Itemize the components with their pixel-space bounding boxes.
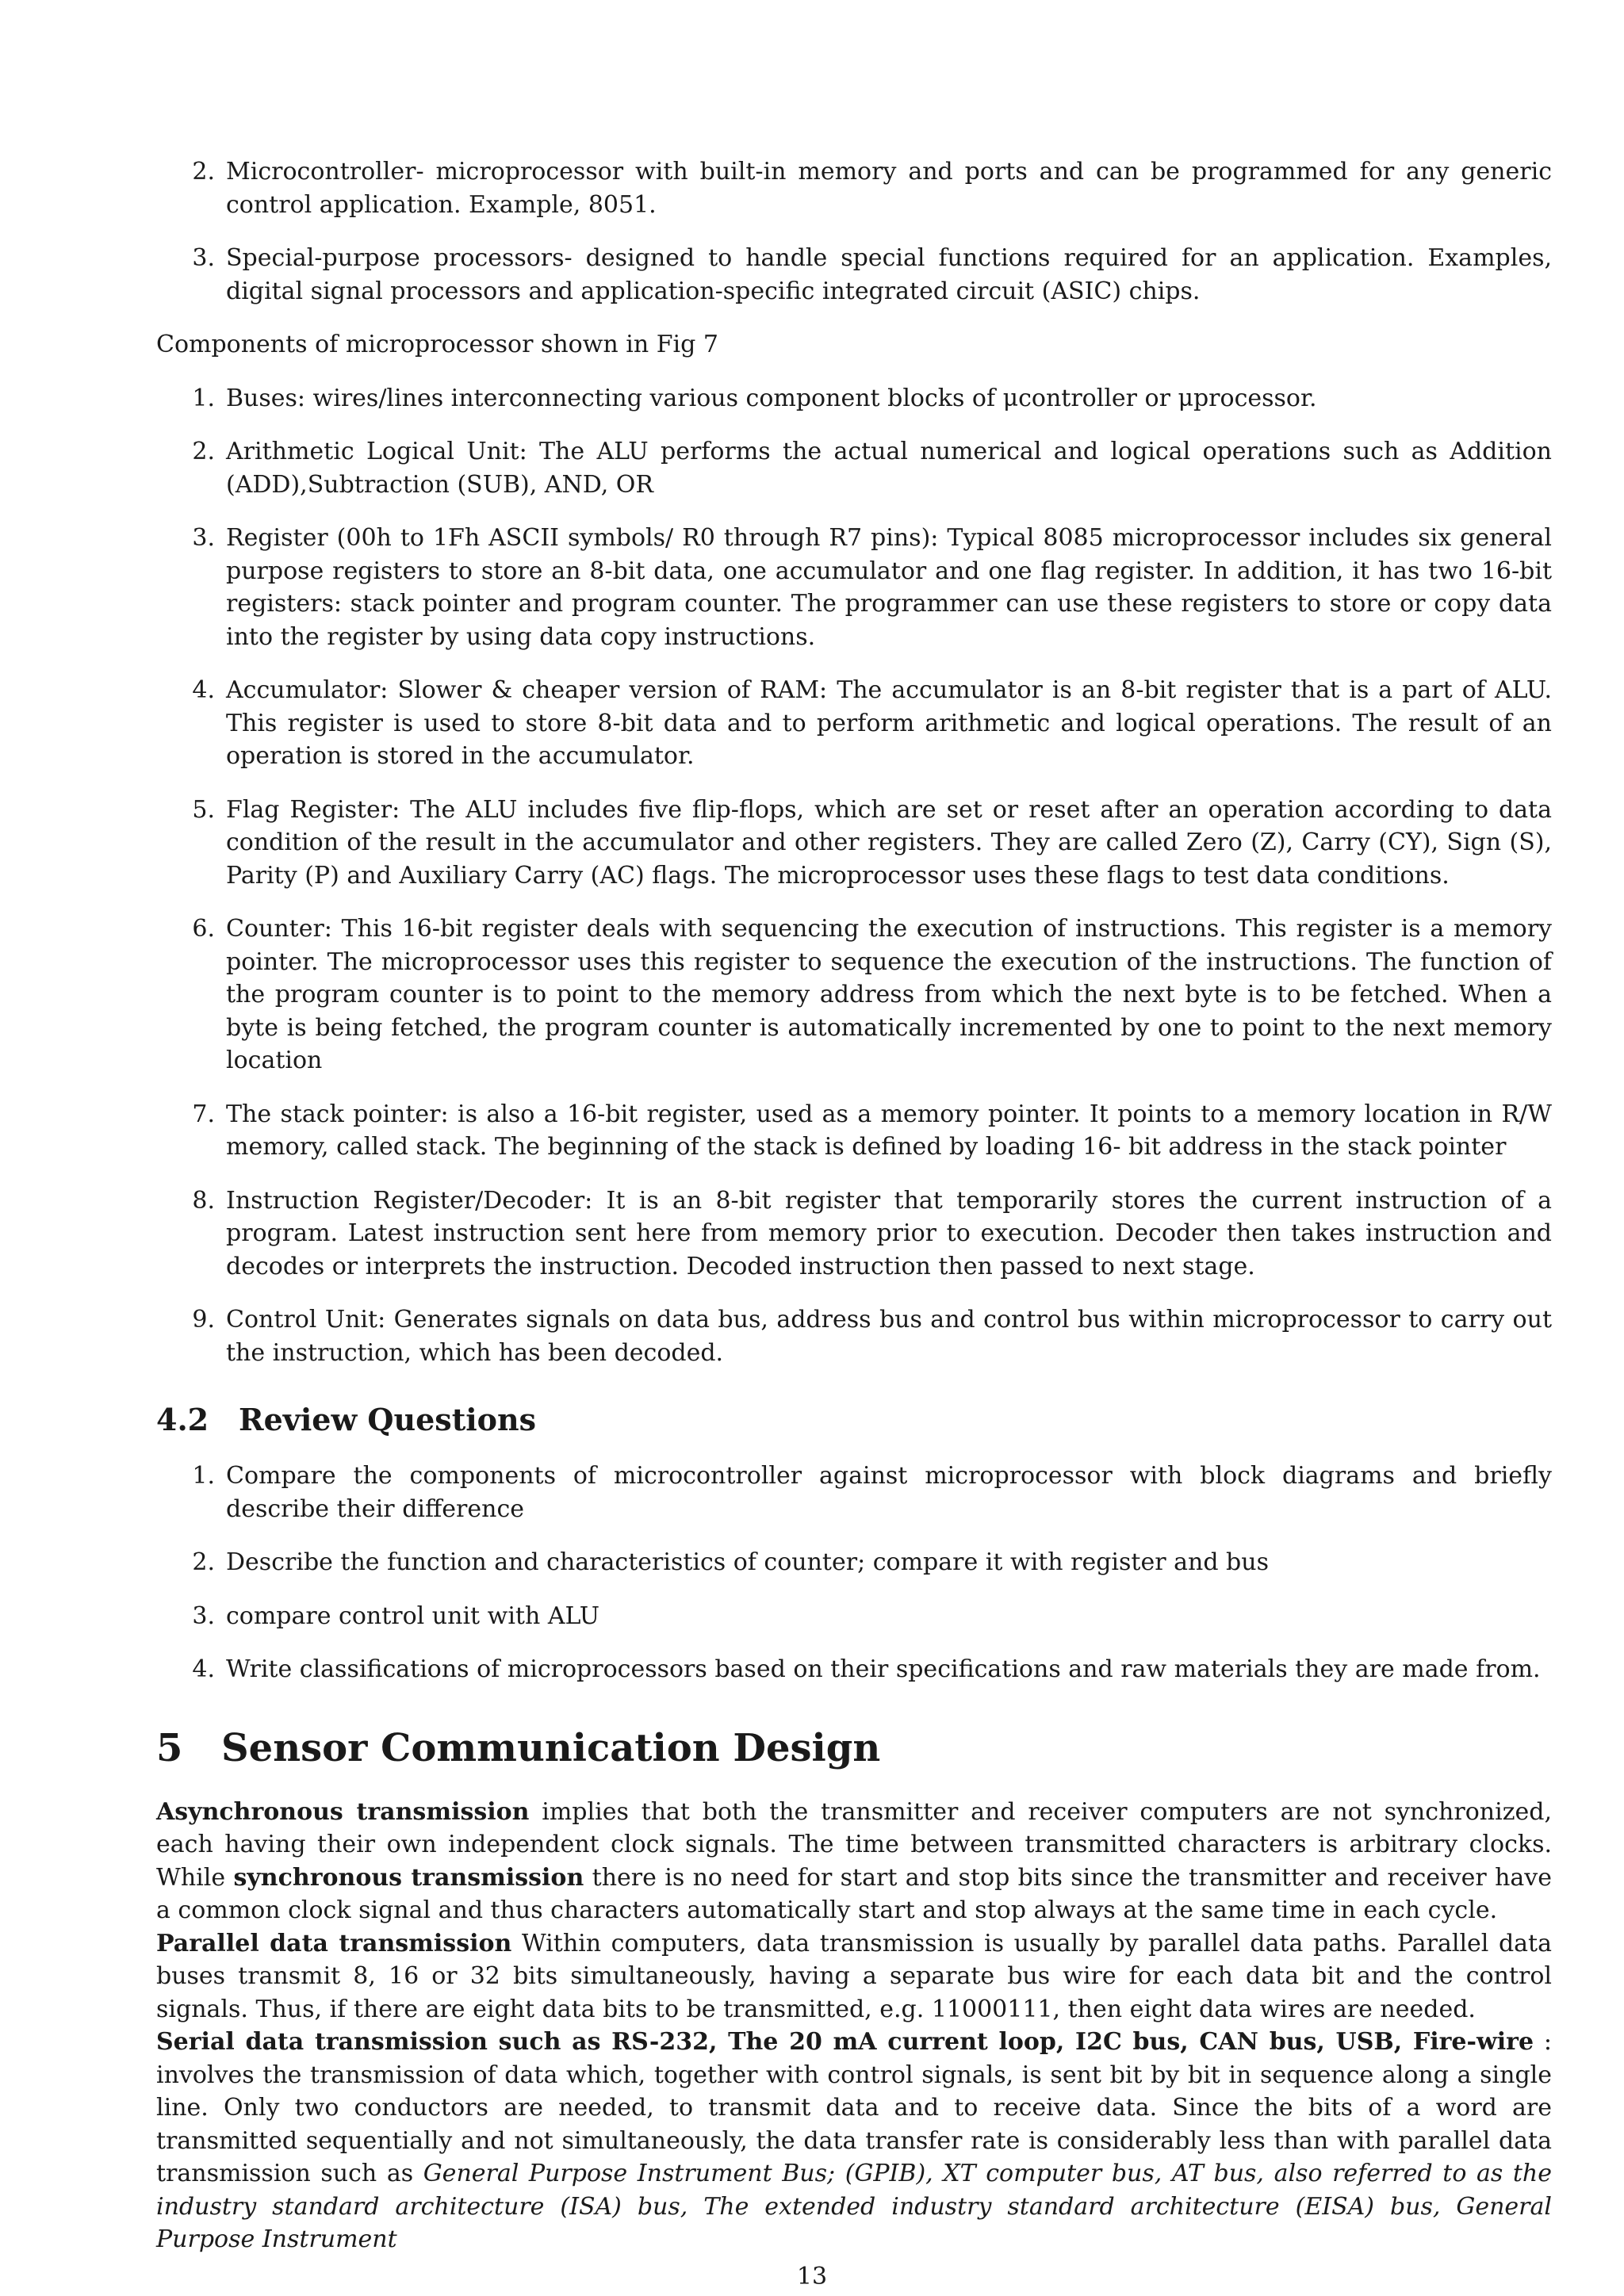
paragraph-text: there is no need for start and stop bits since the transmitter and receiver have a common clock signal and thus characters automatically start and stop always at the same time in each cycle. [156,1863,1552,1924]
list-text: Buses: wires/lines interconnecting various component blocks of μcontroller or μprocessor. [226,384,1317,412]
components-list [156,382,1552,1370]
list-number: 3. [192,1601,215,1630]
list-item [156,382,1552,415]
subsection-title: Review Questions [239,1402,537,1437]
list-number: 1. [192,384,215,412]
list-text: Describe the function and characteristics of counter; compare it with register and bus [226,1548,1269,1576]
list-number: 3. [192,244,215,272]
paragraph-text: Within computers, data transmission is usually by parallel data paths. Parallel data buses transmit 8, 16 or 32 bits simultaneously, having a separate bus wire for each data bit and the control signals. Thus, if there are eight data bits to be transmitted, e.g. 11000111, then eight data wires are needed. [156,1929,1552,2023]
list-text: Special-purpose processors- designed to handle special functions required for an application. Examples, digital signal processors and application-specific integrated circuit (ASIC) chips. [226,244,1552,305]
asynchronous-paragraph [156,1796,1552,1927]
list-item [156,794,1552,893]
list-item [156,155,1552,221]
list-text: Compare the components of microcontroller against microprocessor with block diagrams and briefly describe their difference [226,1462,1552,1523]
list-item [156,674,1552,773]
list-item [156,435,1552,501]
list-number: 1. [192,1462,215,1490]
bold-term: Asynchronous transmission [156,1797,530,1826]
components-intro: Components of microprocessor shown in Fig 7 [156,331,718,358]
list-number: 6. [192,915,215,943]
list-text: Arithmetic Logical Unit: The ALU performs the actual numerical and logical operations such as Addition (ADD),Subtraction (SUB), AND, OR [226,438,1552,499]
list-number: 4. [192,1655,215,1683]
list-text: Microcontroller- microprocessor with built-in memory and ports and can be programmed for any generic control application. Example, 8051. [226,158,1552,219]
italic-text: General Purpose Instrument Bus; (GPIB), XT computer bus, AT bus, also referred to as the industry standard architecture (ISA) bus, The extended industry standard architecture (EISA) bus, General Purpose Instrument [156,2160,1552,2253]
subsection-number: 4.2 [156,1402,209,1437]
list-item [156,913,1552,1077]
processor-types-list [156,155,1552,308]
bold-term: synchronous transmission [233,1863,584,1892]
serial-paragraph [156,2026,1552,2256]
list-text: Accumulator: Slower & cheaper version of RAM: The accumulator is an 8-bit register that is a part of ALU. This register is used to store 8-bit data and to perform arithmetic and logical operations. The result of an operation is stored in the accumulator. [226,676,1552,770]
list-text: Instruction Register/Decoder: It is an 8-bit register that temporarily stores the current instruction of a program. Latest instruction sent here from memory prior to execution. Decoder then takes instruction and decodes or interprets the instruction. Decoded instruction then passed to next stage. [226,1186,1552,1280]
list-number: 2. [192,1548,215,1576]
section-number: 5 [156,1725,183,1770]
list-item [156,1600,1552,1633]
list-number: 9. [192,1306,215,1334]
list-number: 2. [192,158,215,186]
page-number: 13 [796,2263,828,2290]
section-title: Sensor Communication Design [221,1725,881,1770]
list-number: 7. [192,1100,215,1128]
page-content [156,155,1552,2256]
list-item [156,1653,1552,1686]
list-text: Write classifications of microprocessors based on their specifications and raw materials they are made from. [226,1655,1541,1683]
list-text: compare control unit with ALU [226,1601,600,1630]
subsection-heading [156,1401,1552,1439]
list-item [156,522,1552,653]
list-text: Register (00h to 1Fh ASCII symbols/ R0 through R7 pins): Typical 8085 microprocessor includes six general purpose registers to store an 8-bit data, one accumulator and one flag register. In addition, it has two 16-bit registers: stack pointer and program counter. The programmer can use these registers to store or copy data into the register by using data copy instructions. [226,524,1552,651]
list-text: Flag Register: The ALU includes five flip-flops, which are set or reset after an operation according to data condition of the result in the accumulator and other registers. They are called Zero (Z), Carry (CY), Sign (S), Parity (P) and Auxiliary Carry (AC) flags. The microprocessor uses these flags to test data conditions. [226,795,1552,890]
review-questions-list [156,1460,1552,1686]
list-item [156,1546,1552,1579]
list-text: Counter: This 16-bit register deals with sequencing the execution of instructions. This register is a memory pointer. The microprocessor uses this register to sequence the execution of the instructions. The function of the program counter is to point to the memory address from which the next byte is to be fetched. When a byte is being fetched, the program counter is automatically incremented by one to point to the next memory location [226,915,1552,1074]
list-number: 8. [192,1186,215,1215]
paragraph-text: implies that both the transmitter and receiver computers are not synchronized, each having their own independent clock signals. The time between transmitted characters is arbitrary clocks. While [156,1797,1552,1892]
list-text: Control Unit: Generates signals on data bus, address bus and control bus within microprocessor to carry out the instruction, which has been decoded. [226,1306,1552,1367]
parallel-paragraph [156,1927,1552,2026]
bold-term: Parallel data transmission [156,1929,512,1957]
list-item [156,1098,1552,1164]
list-number: 2. [192,438,215,465]
list-text: The stack pointer: is also a 16-bit register, used as a memory pointer. It points to a memory location in R/W memory, called stack. The beginning of the stack is defined by loading 16- bit address in the stack pointer [226,1100,1552,1161]
section-heading [156,1724,1552,1772]
list-item [156,1460,1552,1525]
list-number: 3. [192,524,215,552]
list-number: 5. [192,795,215,824]
list-item [156,1184,1552,1284]
bold-term: Serial data transmission such as RS-232, The 20 mA current loop, I2C bus, CAN bus, USB, Fire-wire [156,2028,1534,2056]
list-number: 4. [192,676,215,704]
paragraph-text: : involves the transmission of data which, together with control signals, is sent bit by bit in sequence along a single line. Only two conductors are needed, to transmit data and to receive data. Since the bits of a word are transmitted sequentially and not simultaneously, the data transfer rate is considerably less than with parallel data transmission such as [156,2028,1552,2187]
list-item [156,242,1552,308]
list-item [156,1303,1552,1369]
